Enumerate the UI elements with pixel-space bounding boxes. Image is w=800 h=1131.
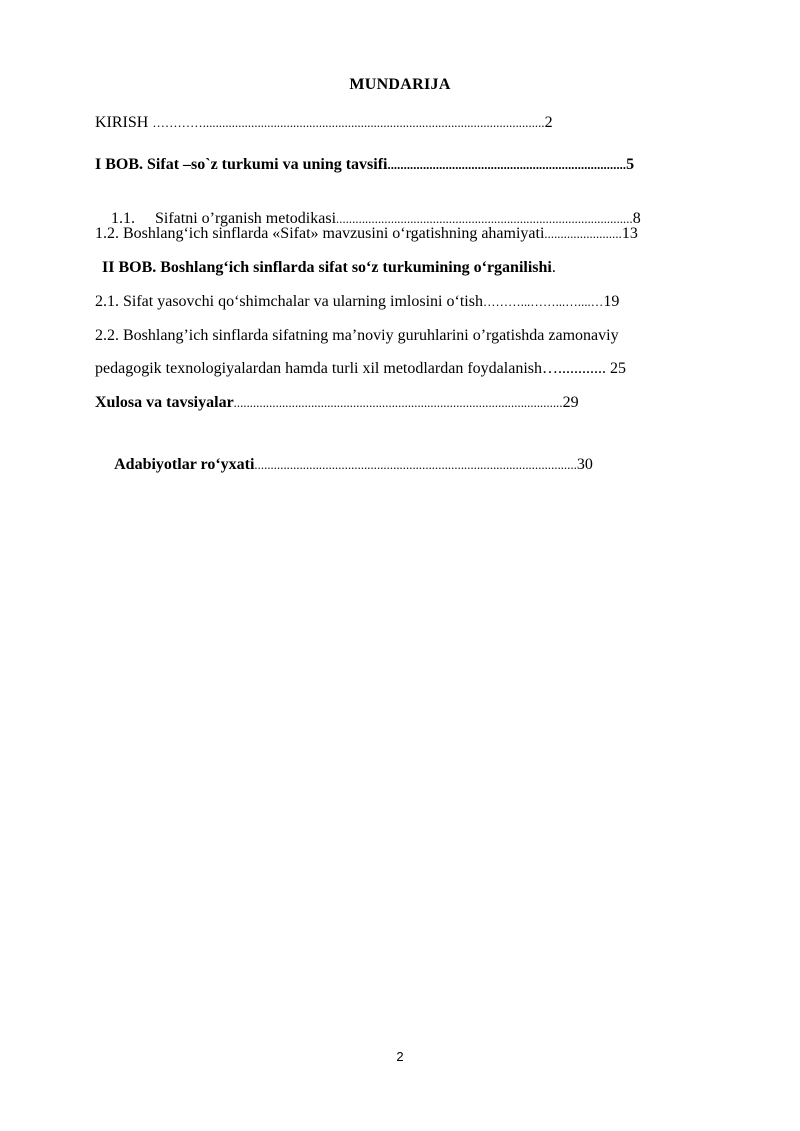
toc-entry-text: pedagogik texnologiyalardan hamda turli xil metodlardan foydalanish (95, 360, 542, 377)
toc-page-number: 25 (609, 360, 626, 377)
toc-page-number: 29 (562, 394, 579, 411)
toc-leader: ............................................................................................ (336, 212, 633, 226)
toc-entry-text: 1.2. Boshlang‘ich sinflarda «Sifat» mavzusini o‘rgatishning ahamiyati (95, 225, 545, 242)
toc-entry-text: 2.1. Sifat yasovchi qo‘shimchalar va ularning imlosini o‘tish (95, 293, 483, 310)
toc-leader: .......................................................................... (387, 158, 627, 172)
toc-entry-section-2-1[interactable] (95, 292, 619, 312)
toc-leader: …............ (541, 360, 610, 377)
toc-entry-text: I BOB. Sifat –so`z turkumi va uning tavsifi (95, 156, 388, 173)
toc-leader: ………...……...…....… (482, 295, 604, 309)
toc-leader: ...................................................................................................... (233, 396, 563, 410)
toc-entry-chapter-2[interactable] (102, 258, 556, 278)
toc-entry-conclusion[interactable] (95, 393, 579, 413)
toc-entry-section-2-2-continued[interactable] (95, 359, 626, 379)
toc-page-number: 2 (544, 114, 553, 131)
toc-entry-tail: . (551, 259, 556, 276)
toc-page-number: 19 (603, 293, 620, 310)
toc-entry-section-1-2[interactable] (95, 224, 638, 244)
toc-page-number: 8 (632, 210, 641, 227)
toc-leader: ........................ (544, 227, 622, 241)
toc-entry-kirish[interactable] (95, 113, 553, 133)
toc-entry-section-2-2[interactable] (95, 326, 619, 346)
toc-entry-text: KIRISH (95, 114, 153, 131)
toc-page-number: 5 (626, 156, 635, 173)
toc-entry-text: II BOB. Boshlang‘ich sinflarda sifat so‘z turkumining o‘rganilishi (102, 259, 552, 276)
page-title: MUNDARIJA (349, 76, 451, 93)
toc-page-number: 13 (621, 225, 638, 242)
toc-entry-text: 1.1. Sifatni o’rganish metodikasi (111, 210, 337, 227)
page-number: 2 (396, 1049, 404, 1064)
toc-entry-text: Adabiyotlar ro‘yxati (111, 456, 255, 473)
toc-entry-text: Xulosa va tavsiyalar (95, 394, 234, 411)
toc-entry-references[interactable] (95, 435, 593, 495)
toc-leader: .................................................................................................... (254, 458, 577, 472)
toc-entry-chapter-1[interactable] (95, 155, 634, 175)
toc-entry-text: 2.2. Boshlang’ich sinflarda sifatning ma’noviy guruhlarini o’rgatishda zamonaviy (95, 327, 619, 344)
toc-page-number: 30 (576, 456, 593, 473)
toc-leader: ………….......................................................................................................... (152, 116, 545, 130)
